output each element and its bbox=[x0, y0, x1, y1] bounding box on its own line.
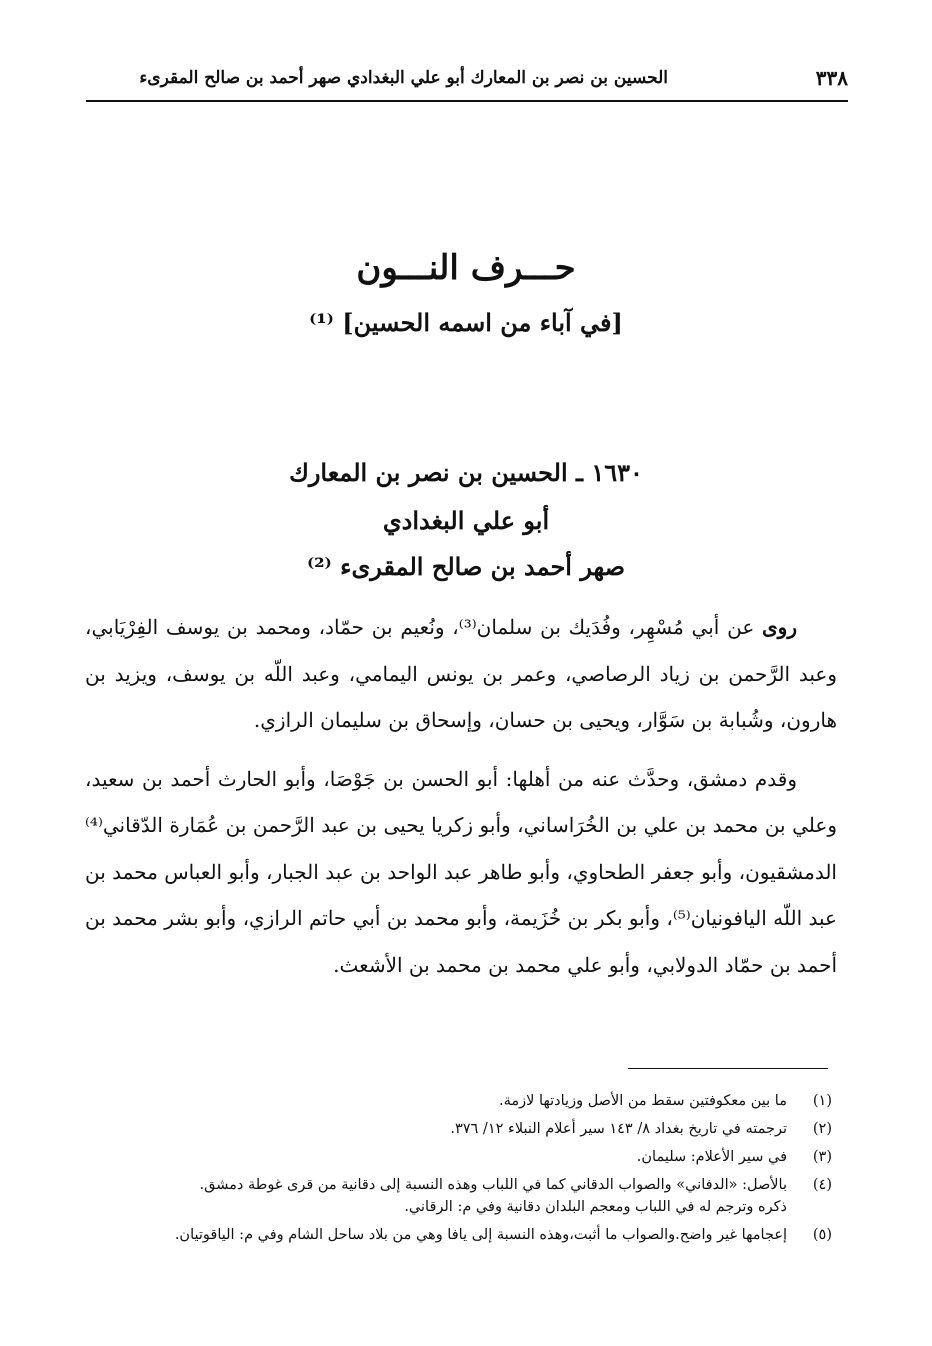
footnote-number: (١) bbox=[812, 1093, 832, 1109]
paragraph-text: عن أبي مُسْهِر، وفُدَيك بن سلمان⁽³⁾، ونُعيم بن حمّاد، ومحمد بن يوسف الفِرْيَابي، وعبد الرَّحمن بن زياد الرصاصي، وعمر بن يونس اليمامي، وعبد اللّه بن يوسف، ويزيد بن هارون، وشُبابة بن سَوَّار، ويحيى بن حسان، وإسحاق بن سليمان الرازي. bbox=[85, 615, 837, 732]
section-title: حـــرف النـــون bbox=[356, 248, 576, 288]
running-header-title: الحسين بن نصر بن المعارك أبو علي البغدادي صهر أحمد بن صالح المقرىء bbox=[139, 68, 668, 88]
footnote bbox=[80, 1090, 832, 1112]
footnote-text-continuation: ذكره وترجم له في اللباب ومعجم البلدان دقانية وفي م: الرقاني. bbox=[404, 1199, 787, 1215]
entry-heading-name: ١٦٣٠ ـ الحسين بن نصر بن المعارك bbox=[289, 458, 643, 487]
footnote bbox=[80, 1174, 832, 1218]
footnote-separator bbox=[628, 1068, 828, 1069]
footnote-number: (٤) bbox=[812, 1177, 832, 1193]
footnote-text: ما بين معكوفتين سقط من الأصل وزيادتها لازمة. bbox=[499, 1093, 787, 1109]
section-subtitle: [في آباء من اسمه الحسين] ⁽¹⁾ bbox=[309, 308, 623, 337]
footnote-text: ترجمته في تاريخ بغداد ٨/ ١٤٣ سير أعلام النبلاء ١٢/ ٣٧٦. bbox=[450, 1121, 787, 1137]
body-paragraph bbox=[85, 604, 837, 744]
footnote-text: بالأصل: «الدفاني» والصواب الدقاني كما في اللباب وهذه النسبة إلى دقانية من قرى غوطة دمشق. bbox=[199, 1177, 787, 1193]
footnote-number: (٣) bbox=[812, 1149, 832, 1165]
entry-heading-relation: صهر أحمد بن صالح المقرىء ⁽²⁾ bbox=[306, 552, 625, 581]
header-rule bbox=[86, 100, 848, 102]
page-number: ٣٣٨ bbox=[815, 66, 848, 90]
entry-heading-kunya: أبو علي البغدادي bbox=[382, 506, 550, 535]
footnote-number: (٥) bbox=[812, 1227, 832, 1243]
paragraph-lead-word: روى bbox=[762, 615, 798, 639]
running-header bbox=[86, 62, 848, 102]
body-paragraph: وقدم دمشق، وحدَّث عنه من أهلها: أبو الحسن بن جَوْصَا، وأبو الحارث أحمد بن سعيد، وعلي بن محمد بن علي بن الخُرَاساني، وأبو زكريا يحيى بن عبد الرَّحمن بن عُمَارة الدّقاني⁽⁴⁾ الدمشقيون، وأبو جعفر الطحاوي، وأبو طاهر عبد الواحد بن عبد الجبار، وأبو العباس محمد بن عبد اللّه اليافونيان⁽⁵⁾، وأبو بكر بن خُزَيمة، وأبو محمد بن أبي حاتم الرازي، وأبو بشر محمد بن أحمد بن حمّاد الدولابي، وأبو علي محمد بن محمد بن الأشعث. bbox=[85, 766, 838, 977]
footnote bbox=[80, 1224, 832, 1246]
footnote-text: إعجامها غير واضح.والصواب ما أثبت،وهذه النسبة إلى يافا وهي من بلاد ساحل الشام وفي م: الياقوتيان. bbox=[174, 1227, 787, 1243]
footnote bbox=[80, 1118, 832, 1140]
footnote-number: (٢) bbox=[812, 1121, 832, 1137]
footnote bbox=[80, 1146, 832, 1168]
footnote-text: في سير الأعلام: سليمان. bbox=[636, 1149, 787, 1165]
entry-body bbox=[85, 604, 837, 988]
footnotes bbox=[80, 1090, 832, 1252]
